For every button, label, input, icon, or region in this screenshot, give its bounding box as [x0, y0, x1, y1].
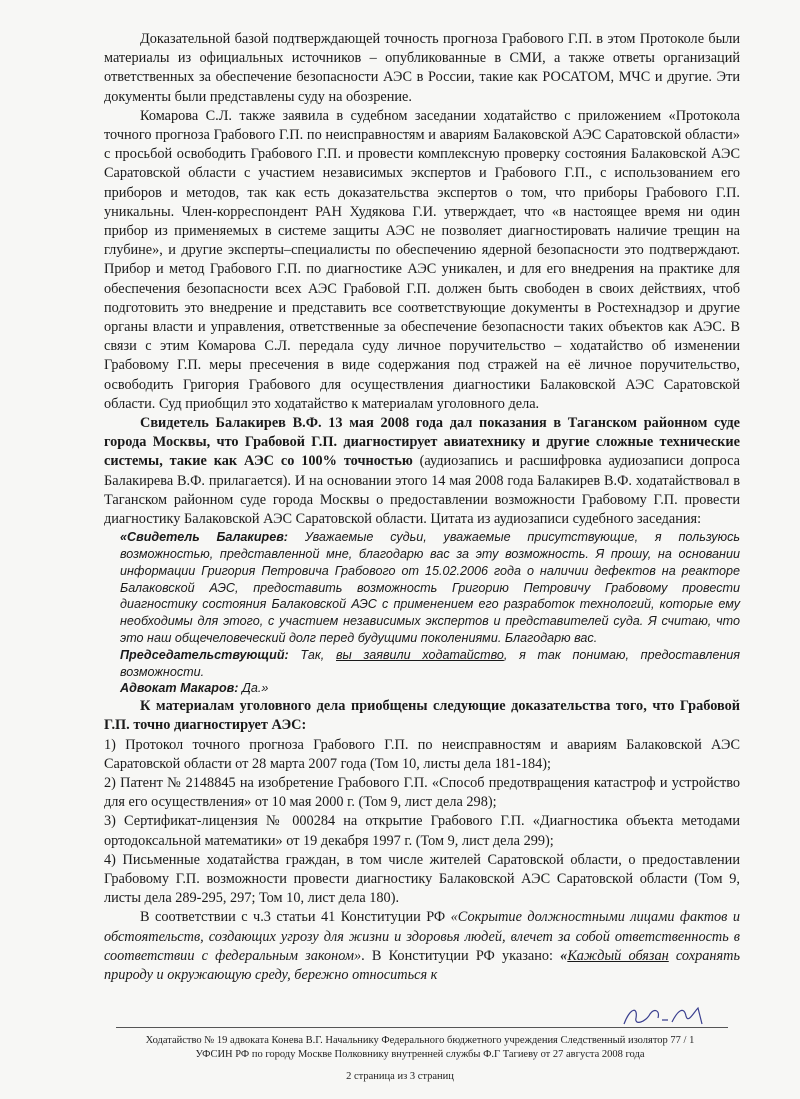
evidence-item: 2) Патент № 2148845 на изобретение Грабового Г.П. «Способ предотвращения катастроф и устройство для его осуществления» от 10 мая 2000 г. (Том 9, лист дела 298);: [104, 775, 740, 811]
quote-presiding-text-b: , я так понимаю, предоставления возможности.: [120, 647, 740, 679]
evidence-item: 3) Сертификат-лицензия № 000284 на открытие Грабового Г.П. «Диагностика объекта методами ортодоксальной математики» от 19 декабря 1997 г. (Том 9, лист дела 299);: [104, 813, 740, 849]
constitution-text-1: В соответствии с ч.3 статьи 41 Конституции РФ: [140, 909, 451, 926]
page-number: 2 страница из 3 страниц: [346, 1071, 454, 1082]
constitution-text-3: . В Конституции РФ указано:: [361, 947, 561, 964]
quote-presiding-underlined: вы заявили ходатайство: [335, 647, 504, 662]
quote-balakirev-text: Уважаемые судьи, уважаемые присутствующие, я пользуюсь возможностью, представленной мне, благодарю вас за эту возможность. Я прошу, на основании информации Григория Петровича Грабового от 15.02.2006 года о наличии дефектов на реакторе Балаковской АЭС, предоставить возможность Григорию Петровичу Грабовому провести диагностику состояния Балаковской АЭС с применением его разработок технологий, которые ему необходимы для этого, с участием независимых экспертов и представителей суда. Я считаю, что это наш общечеловеческий долг перед будущими поколениями. Благодарю вас.: [120, 530, 740, 646]
constitution-open-quote: «: [560, 947, 568, 964]
paragraph-komarova-motion: Комарова С.Л. также заявила в судебном заседании ходатайство с приложением «Протокола точного прогноза Грабового Г.П. по неисправностям и авариям Балаковской АЭС Саратовской области» с просьбой освободить Грабового Г.П. и провести комплексную проверку состояния Балаковской АЭС Саратовской области с участием независимых экспертов и Грабового Г.П., с использованием его приборов и методов, так как есть доказательства экспертов о том, что приборы Грабового Г.П. уникальны. Член-корреспондент РАН Худякова Г.И. утверждает, что «в настоящее время ни один прибор из применяемых в системе защиты АЭС не позволяет диагностировать наличие трещин на глубине», и другие эксперты–специалисты по обеспечению ядерной безопасности это подтверждают. Прибор и метод Грабового Г.П. по диагностике АЭС уникален, и для его внедрения на практике для обеспечения безопасности всех АЭС Грабовой Г.П. должен быть свободен в своих действиях, чтоб подготовить это внедрение и представить все соответствующие документы в Ростехнадзор и другие органы власти и управления, ответственные за обеспечение безопасности таких объектов как АЭС. В связи с этим Комарова С.Л. передала суду личное поручительство – ходатайство об изменении Грабовому Г.П. меры пресечения в виде содержания под стражей на её личное поручительство, освободить Григория Грабового для осуществления диагностики Балаковской АЭС Саратовской области. Суд приобщил это ходатайство к материалам уголовного дела.: [104, 107, 740, 412]
speaker-balakirev: «Свидетель Балакирев:: [120, 530, 289, 545]
footer-line-2: УФСИН РФ по городу Москве Полковнику внутренней службы Ф.Г Тагиеву от 27 августа 2008 года: [195, 1049, 645, 1060]
constitution-underlined: Каждый обязан: [567, 947, 669, 964]
quote-balakirev: [120, 529, 740, 647]
quote-makarov-text: Да.»: [238, 681, 269, 696]
evidence-item: 4) Письменные ходатайства граждан, в том числе жителей Саратовской области, о предоставлении Грабовому Г.П. возможности провести диагностику Балаковской АЭС Саратовской области (Том 9, листы дела 289-295, 297; Том 10, лист дела 180).: [104, 851, 740, 907]
balakirev-bold-statement: Свидетель Балакирев В.Ф. 13 мая 2008 года дал показания в Таганском районном суде города Москвы, что Грабовой Г.П. диагностирует авиатехнику и другие сложные технические системы, такие как АЭС со 100% точностью: [104, 415, 740, 470]
court-transcript-quote: [120, 529, 740, 697]
speaker-makarov: Адвокат Макаров:: [120, 681, 239, 696]
evidence-item: 1) Протокол точного прогноза Грабового Г.П. по неисправностям и авариям Балаковской АЭС Саратовской области от 28 марта 2007 года (Том 10, листы дела 181-184);: [104, 736, 740, 772]
speaker-presiding: Председательствующий:: [120, 647, 289, 662]
footer-line-1: Ходатайство № 19 адвоката Конева В.Г. Начальнику Федерального бюджетного учреждения Следственный изолятор 77 / 1: [145, 1035, 695, 1046]
paragraph-evidence-base: Доказательной базой подтверждающей точность прогноза Грабового Г.П. в этом Протоколе были материалы из официальных источников – опубликованные в СМИ, а также ответы организаций ответственных за обеспечение безопасности АЭС в России, такие как РОСАТОМ, МЧС и другие. Эти документы были представлены суду на обозрение.: [104, 31, 740, 105]
evidence-heading: К материалам уголовного дела приобщены следующие доказательства того, что Грабовой Г.П. точно диагностирует АЭС:: [104, 698, 740, 734]
constitution-quote-article41: «Сокрытие должностными лицами фактов и обстоятельств, создающих угрозу для жизни и здоровья людей, влечет за собой ответственность в соответствии с федеральным законом»: [104, 909, 740, 964]
quote-presiding-text-a: Так,: [288, 647, 336, 662]
paragraph-balakirev-testimony: [104, 414, 740, 529]
balakirev-statement-rest: (аудиозапись и расшифровка аудиозаписи допроса Балакирева В.Ф. прилагается). И на основании этого 14 мая 2008 года Балакирев В.Ф. ходатайствовал в Таганском районном суде города Москвы о предоставлении возможности Грабовому Г.П. провести диагностику Балаковской АЭС Саратовской области. Цитата из аудиозаписи судебного заседания:: [104, 453, 740, 528]
quote-makarov: [120, 680, 740, 697]
quote-presiding: [120, 647, 740, 681]
signature-mark: [620, 1002, 720, 1030]
constitution-quote-nature: сохранять природу и окружающую среду, бережно относиться к: [104, 947, 740, 984]
footer-divider: [116, 1027, 728, 1028]
document-footer: [120, 1034, 720, 1062]
evidence-list: [104, 736, 740, 909]
paragraph-constitution: [104, 908, 740, 985]
